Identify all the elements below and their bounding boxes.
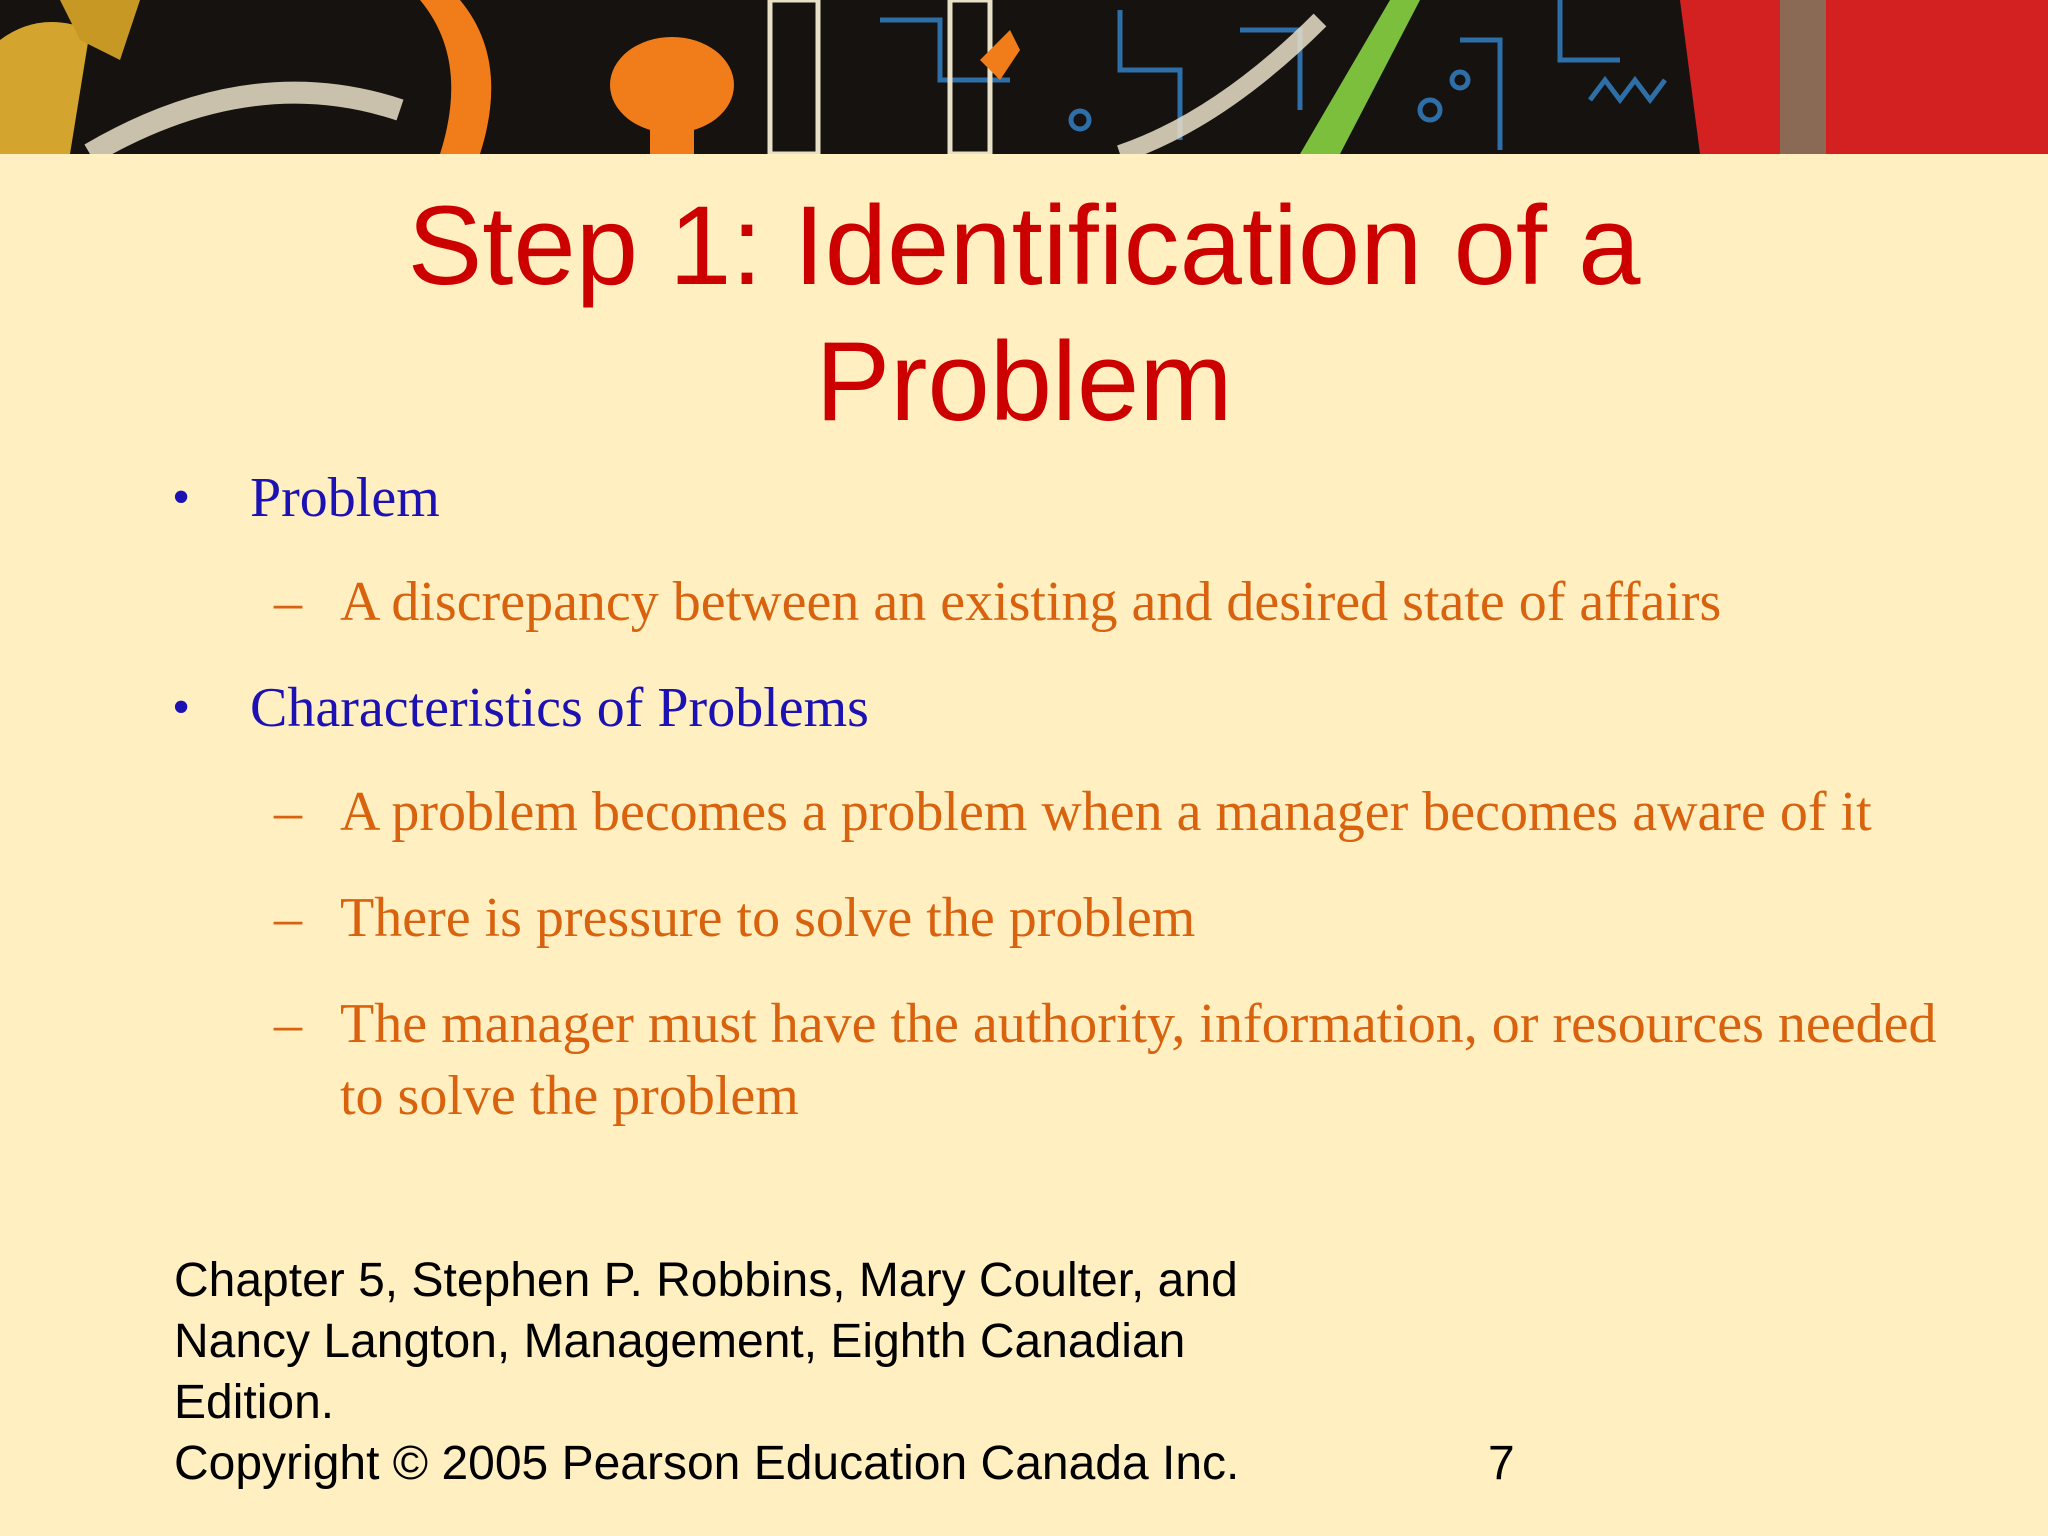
bullet-text: Problem: [250, 467, 440, 529]
sub-bullet-text: A problem becomes a problem when a manager becomes aware of it: [340, 781, 1872, 843]
bullet-item: [0, 462, 2048, 534]
bullet-dot-icon: •: [172, 679, 191, 736]
sub-bullet-item: [0, 566, 2048, 638]
sub-bullet-item: [0, 988, 2048, 1132]
sub-bullet-text: The manager must have the authority, information, or resources needed to solve the problem: [340, 993, 1937, 1127]
page-number: 7: [1488, 1437, 1515, 1490]
bullet-text: Characteristics of Problems: [250, 677, 869, 739]
footer-line-1: Chapter 5, Stephen P. Robbins, Mary Coulter, and: [174, 1254, 1238, 1307]
bullet-dot-icon: •: [172, 469, 191, 526]
dash-icon: –: [274, 781, 302, 843]
footer-line-3: Edition.: [174, 1376, 335, 1429]
slide-title-line-1: Step 1: Identification of a: [407, 183, 1641, 308]
sub-bullet-item: [0, 882, 2048, 954]
sub-bullet-text: A discrepancy between an existing and desired state of affairs: [340, 571, 1722, 633]
header-banner-illustration: [0, 0, 2048, 154]
footer-line-2: Nancy Langton, Management, Eighth Canadian: [174, 1315, 1186, 1368]
bullet-item: [0, 672, 2048, 744]
sub-bullet-text: There is pressure to solve the problem: [340, 887, 1196, 949]
slide-title-line-2: Problem: [815, 319, 1233, 444]
slide-footer: [174, 1250, 1334, 1494]
dash-icon: –: [274, 993, 302, 1055]
dash-icon: –: [274, 887, 302, 949]
sub-bullet-item: [0, 776, 2048, 848]
footer-copyright: Copyright © 2005 Pearson Education Canada Inc.: [174, 1437, 1240, 1490]
bullet-list: [0, 462, 2048, 1166]
dash-icon: –: [274, 571, 302, 633]
slide-title: [0, 178, 2048, 450]
